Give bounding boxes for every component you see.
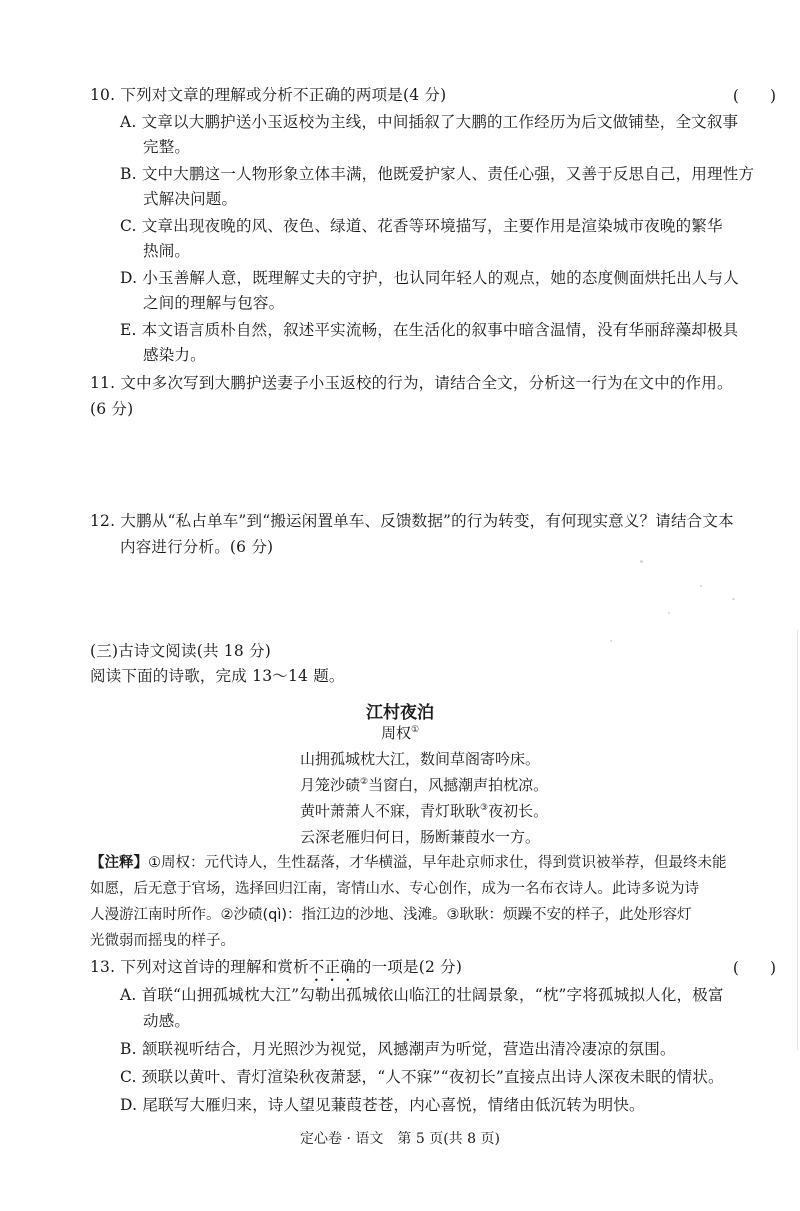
poem-line-3-part2: 夜初长。 [488, 802, 549, 820]
poem-author-name: 周权 [380, 724, 411, 742]
q10-stem: 10. 下列对文章的理解或分析不正确的两项是(4 分) [90, 86, 447, 104]
page-footer: 定心卷 · 语文 第 5 页(共 8 页) [300, 1131, 500, 1147]
poem-line-4-text: 云深老雁归何日，肠断蒹葭水一方。 [300, 828, 541, 846]
q13-option-a: A. 首联“山拥孤城枕大江”勾勒出孤城依山临江的壮阔景象，“枕”字将孤城拟人化，极富 [120, 986, 724, 1004]
q13-stem-before: 13. 下列对这首诗的理解和赏析 [90, 958, 309, 976]
notes-label: 【注释】 [90, 855, 148, 871]
q13-option-b: B. 颔联视听结合，月光照沙为视觉，风撼潮声为听觉，营造出清冷凄凉的氛围。 [120, 1040, 676, 1058]
q11-stem: 11. 文中多次写到大鹏护送妻子小玉返校的行为，请结合全文，分析这一行为在文中的作用。 [90, 374, 733, 392]
q10-option-d-cont: 之间的理解与包容。 [143, 294, 285, 312]
poem-author [0, 722, 800, 743]
poem-line-1 [300, 748, 540, 769]
section-heading: (三)古诗文阅读(共 18 分) [90, 642, 271, 660]
notes-line-1 [90, 852, 727, 874]
q10-option-d: D. 小玉善解人意，既理解丈夫的守护，也认同年轻人的观点，她的态度侧面烘托出人与人 [120, 269, 739, 287]
scan-edge-line [797, 630, 798, 1050]
poem-line-3 [300, 800, 548, 821]
scan-speck [700, 585, 702, 587]
scan-speck [610, 640, 612, 642]
q13-stem-after: 的一项是(2 分) [355, 958, 463, 976]
poem-line-2-part1: 月笼沙碛 [300, 776, 361, 794]
q13-option-c: C. 颈联以黄叶、青灯渲染秋夜萧瑟，“人不寐”“夜初长”直接点出诗人深夜未眠的情状。 [120, 1068, 724, 1086]
q13-option-a-cont: 动感。 [143, 1012, 191, 1030]
q10-option-c: C. 文章出现夜晚的风、夜色、绿道、花香等环境描写，主要作用是渲染城市夜晚的繁华 [120, 217, 723, 235]
q12-stem: 12. 大鹏从“私占单车”到“搬运闲置单车、反馈数据”的行为转变，有何现实意义？请结合文本 [90, 512, 734, 530]
q10-option-e-cont: 感染力。 [143, 346, 206, 364]
q10-option-a: A. 文章以大鹏护送小玉返校为主线，中间插叙了大鹏的工作经历为后文做铺垫，全文叙事 [120, 113, 739, 131]
notes-line-4: 光微弱而摇曳的样子。 [90, 933, 235, 949]
q13-answer-bracket: ( ) [732, 959, 776, 977]
notes-text-1: ①周权：元代诗人，生性磊落，才华横溢，早年赴京师求仕，得到赏识被举荐，但最终未能 [148, 855, 727, 871]
q13-stem-emphasis: 不正确 [308, 958, 356, 976]
poem-title: 江村夜泊 [366, 703, 434, 723]
poem-author-note-ref: ① [410, 725, 420, 735]
q13-stem [90, 956, 462, 985]
poem-line-1-text: 山拥孤城枕大江，数间草阁寄吟床。 [300, 750, 541, 768]
q12-stem-cont: 内容进行分析。(6 分) [120, 538, 274, 556]
q10-option-a-cont: 完整。 [143, 138, 191, 156]
poem-note-ref-3: ③ [480, 803, 489, 813]
scan-speck [668, 612, 670, 614]
poem-line-3-part1: 黄叶萧萧人不寐，青灯耿耿 [300, 802, 481, 820]
scan-speck [732, 598, 735, 600]
scan-speck [640, 560, 643, 563]
q13-option-d: D. 尾联写大雁归来，诗人望见蒹葭苍苍，内心喜悦，情绪由低沉转为明快。 [120, 1096, 645, 1114]
section-instruction: 阅读下面的诗歌，完成 13～14 题。 [90, 667, 345, 685]
q10-option-e: E. 本文语言质朴自然，叙述平实流畅，在生活化的叙事中暗含温情，没有华丽辞藻却极具 [120, 321, 739, 339]
q10-option-c-cont: 热闹。 [143, 242, 191, 260]
q10-option-b: B. 文中大鹏这一人物形象立体丰满，他既爱护家人、责任心强，又善于反思自己，用理性方 [120, 165, 755, 183]
poem-line-2-part2: 当窗白，风撼潮声拍枕凉。 [368, 776, 549, 794]
q10-option-b-cont: 式解决问题。 [143, 190, 238, 208]
notes-line-2: 如愿，后无意于官场，选择回归江南，寄情山水、专心创作，成为一名布衣诗人。此诗多说为诗 [90, 881, 699, 897]
q10-answer-bracket: ( ) [732, 87, 776, 105]
notes-line-3: 人漫游江南时所作。②沙碛(qì)：指江边的沙地、浅滩。③耿耿：烦躁不安的样子，此处形容灯 [90, 907, 692, 923]
poem-line-4 [300, 826, 540, 847]
poem-note-ref-2: ② [360, 777, 369, 787]
poem-line-2 [300, 774, 548, 795]
q11-points: (6 分) [90, 400, 134, 418]
